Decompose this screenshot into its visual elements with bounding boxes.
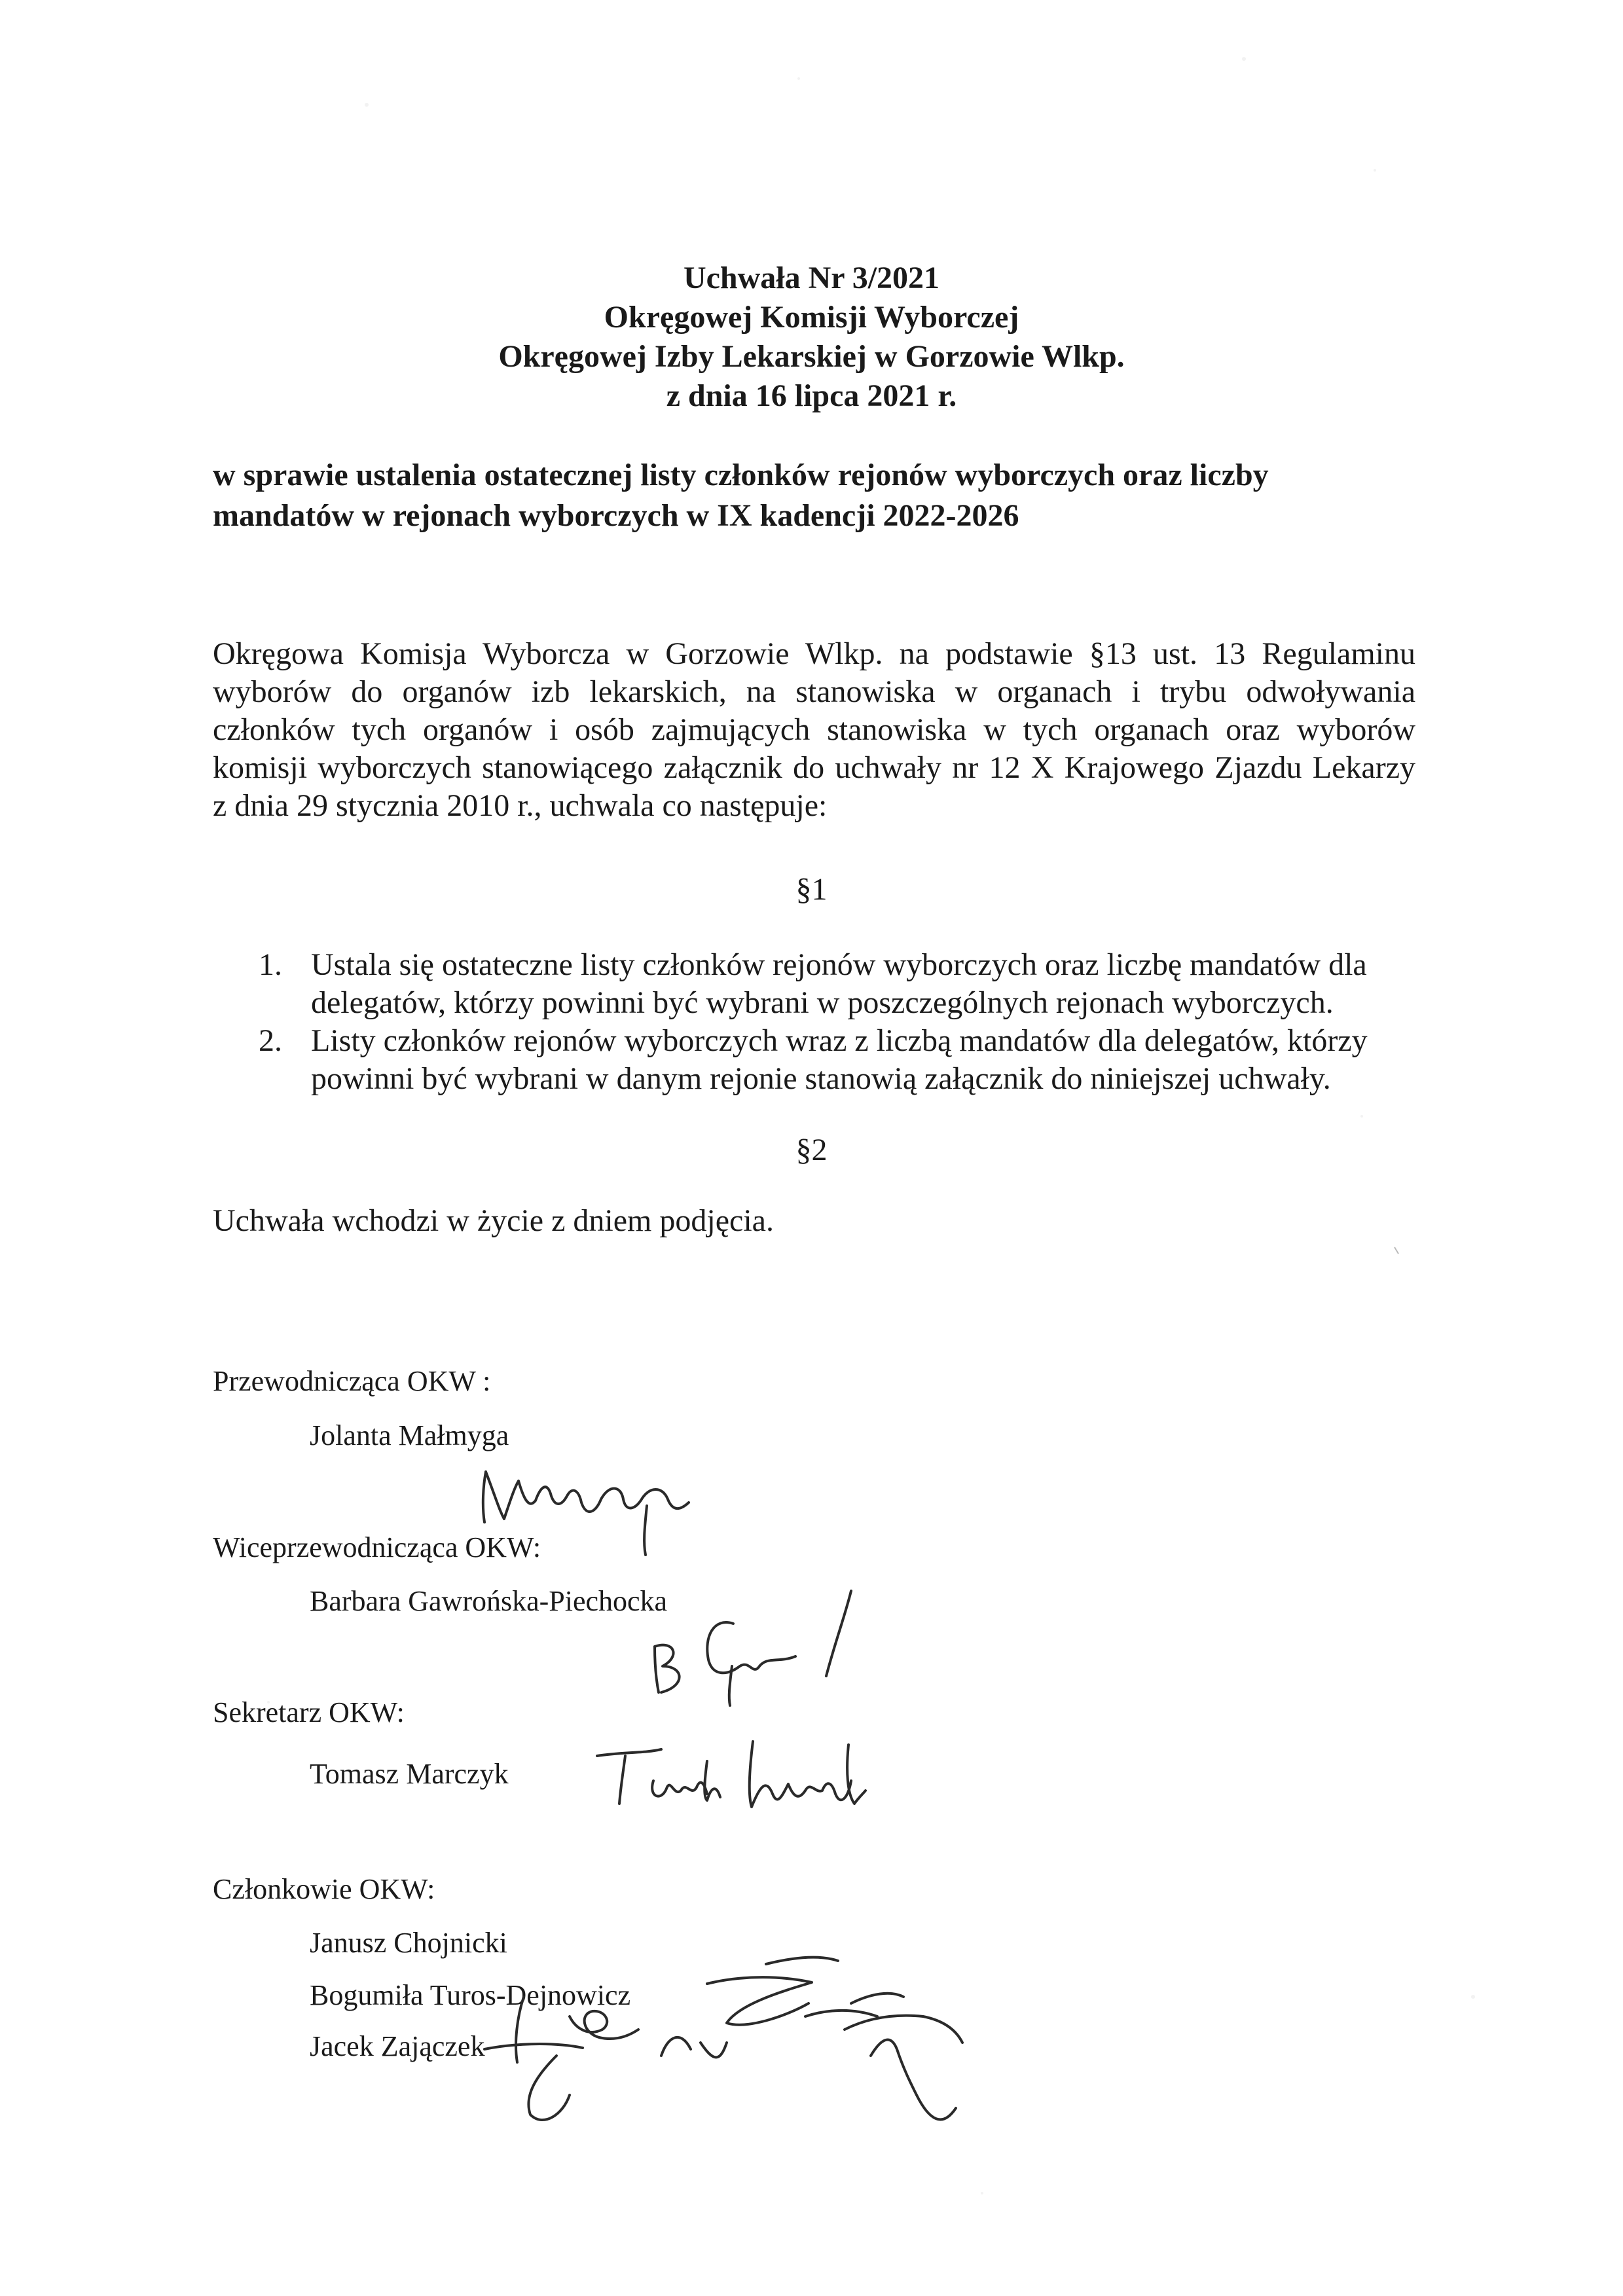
- commission-name: Okręgowej Komisji Wyborczej: [604, 300, 1019, 335]
- intro-paragraph: [213, 635, 1415, 825]
- section-1-heading: §1: [795, 872, 828, 907]
- chamber-name: Okręgowej Izby Lekarskiej w Gorzowie Wlkp.: [498, 339, 1125, 374]
- resolution-subject: [213, 455, 1391, 536]
- section-2-heading: §2: [795, 1133, 828, 1167]
- intro-line: członków tych organów i osób zajmujących stanowiska w tych organach oraz wyborów: [213, 712, 1415, 747]
- intro-line: Okręgowa Komisja Wyborcza w Gorzowie Wlkp. na podstawie §13 ust. 13 Regulaminu: [213, 636, 1415, 671]
- resolution-date: z dnia 16 lipca 2021 r.: [666, 378, 957, 413]
- list-item: [259, 1022, 1437, 1098]
- secretary-name: Tomasz Marczyk: [310, 1758, 509, 1790]
- member-name: Jacek Zajączek: [310, 2030, 485, 2062]
- list-item: [259, 946, 1437, 1022]
- vice-chair-name: Barbara Gawrońska-Piechocka: [310, 1585, 668, 1617]
- intro-line: wyborów do organów izb lekarskich, na stanowiska w organach i trybu odwoływania: [213, 674, 1415, 709]
- vice-chair-label: Wiceprzewodnicząca OKW:: [213, 1531, 541, 1563]
- list-item-number: 2.: [259, 1023, 282, 1058]
- chair-name: Jolanta Małmyga: [310, 1419, 509, 1451]
- list-item-line: Listy członków rejonów wyborczych wraz z liczbą mandatów dla delegatów, którzy: [311, 1023, 1368, 1058]
- resolution-number: Uchwała Nr 3/2021: [683, 261, 940, 295]
- intro-line: z dnia 29 stycznia 2010 r., uchwala co następuje:: [213, 788, 828, 823]
- members-label: Członkowie OKW:: [213, 1873, 435, 1905]
- list-item-number: 1.: [259, 947, 282, 982]
- list-item-line: powinni być wybrani w danym rejonie stanowią załącznik do niniejszej uchwały.: [311, 1061, 1331, 1096]
- subject-line-1: w sprawie ustalenia ostatecznej listy członków rejonów wyborczych oraz liczby: [213, 458, 1269, 492]
- intro-line: komisji wyborczych stanowiącego załącznik do uchwały nr 12 X Krajowego Zjazdu Lekarzy: [213, 750, 1415, 785]
- resolution-header: [0, 259, 1623, 416]
- member-name: Bogumiła Turos-Dejnowicz: [310, 1979, 631, 2011]
- section-1-list: [259, 946, 1437, 1098]
- secretary-label: Sekretarz OKW:: [213, 1696, 405, 1728]
- list-item-line: delegatów, którzy powinni być wybrani w poszczególnych rejonach wyborczych.: [311, 985, 1334, 1020]
- subject-line-2: mandatów w rejonach wyborczych w IX kadencji 2022-2026: [213, 498, 1019, 533]
- member-name: Janusz Chojnicki: [310, 1927, 507, 1959]
- effective-date-clause: Uchwała wchodzi w życie z dniem podjęcia.: [213, 1203, 774, 1238]
- list-item-line: Ustala się ostateczne listy członków rejonów wyborczych oraz liczbę mandatów dla: [311, 947, 1367, 982]
- chair-label: Przewodnicząca OKW :: [213, 1365, 491, 1397]
